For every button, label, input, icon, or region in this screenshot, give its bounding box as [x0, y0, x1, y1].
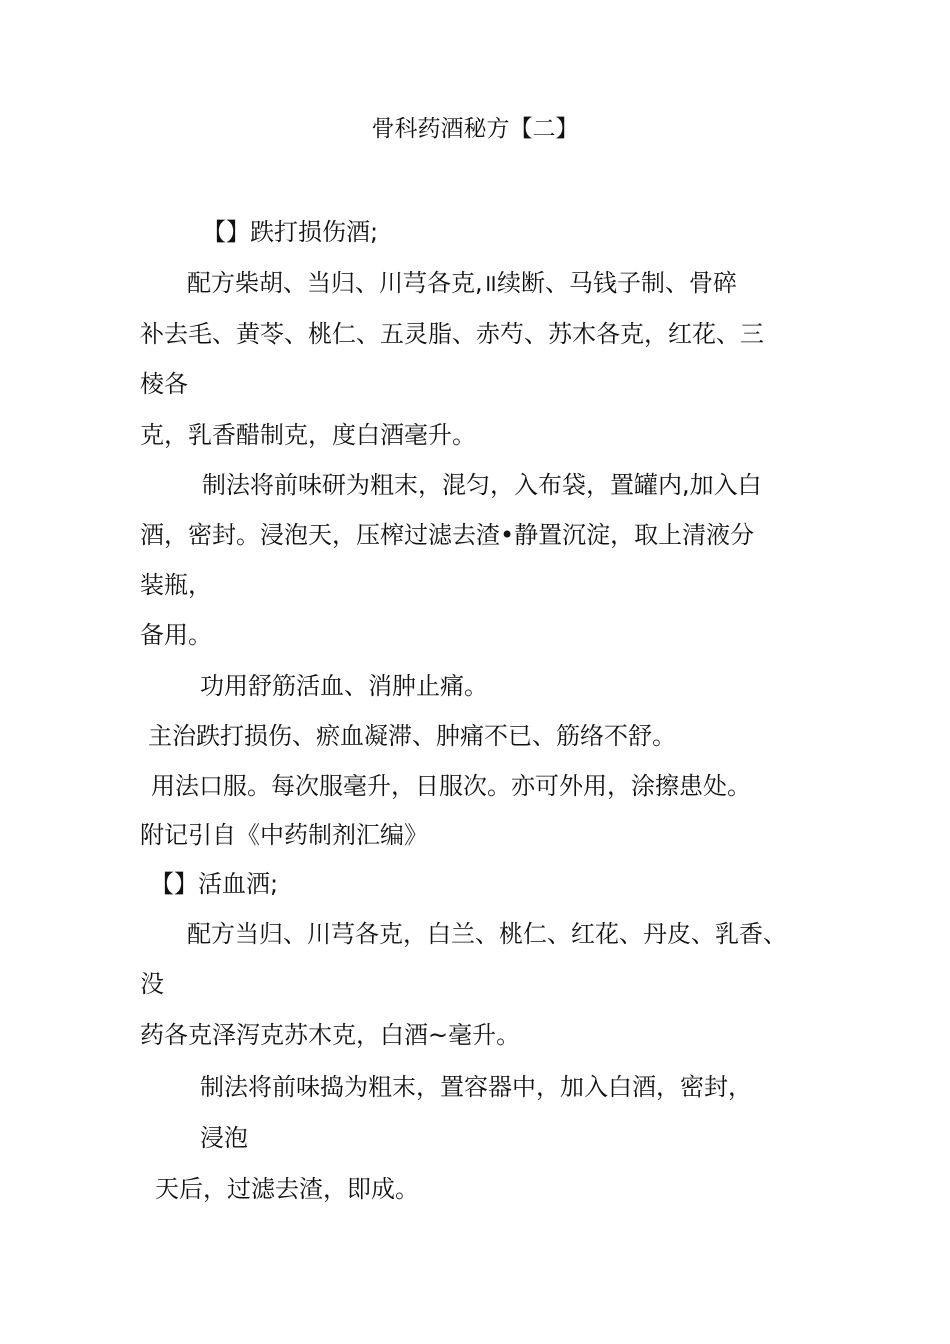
text-line-6: 制法将前味研为粗末，混匀，入布袋，置罐内,加入白 — [202, 471, 762, 499]
text-line-19: 浸泡 — [200, 1124, 248, 1152]
text-line-7: 酒，密封。浸泡天，压榨过滤去渣•静置沉淀，取上清液分 — [140, 521, 755, 549]
text-line-14: 【】活血洒; — [150, 870, 279, 898]
text-line-12: 用法口服。每次服毫升，日服次。亦可外用，涂擦患处。 — [151, 772, 751, 800]
text-line-9: 备用。 — [140, 621, 212, 649]
document-title: 骨科药酒秘方【二】 — [371, 116, 579, 142]
text-line-18: 制法将前味捣为粗末，置容器中，加入白酒，密封， — [200, 1073, 752, 1101]
text-line-5: 克，乳香醋制克，度白酒毫升。 — [140, 421, 476, 449]
text-line-17: 药各克泽泻克苏木克，白酒~毫升。 — [140, 1021, 521, 1049]
text-line-16: 没 — [140, 970, 164, 998]
text-line-1: 【】跌打损伤酒; — [202, 218, 379, 246]
text-line-20: 天后，过滤去渣，即成。 — [155, 1175, 419, 1203]
text-line-3: 补去毛、黄苓、桃仁、五灵脂、赤芍、苏木各克，红花、三 — [140, 320, 764, 348]
text-line-4: 棱各 — [140, 370, 188, 398]
text-line-15: 配方当归、川芎各克，白兰、桃仁、红花、丹皮、乳香、 — [187, 920, 787, 948]
text-line-10: 功用舒筋活血、消肿止痛。 — [200, 672, 488, 700]
text-line-11: 主治跌打损伤、瘀血凝滞、肿痛不已、筋络不舒。 — [148, 722, 676, 750]
text-line-2: 配方柴胡、当归、川芎各克,॥续断、马钱子制、骨碎 — [187, 269, 738, 297]
text-line-8: 装瓶， — [140, 571, 212, 599]
text-line-13: 附记引自《中药制剂汇编》 — [140, 821, 428, 849]
